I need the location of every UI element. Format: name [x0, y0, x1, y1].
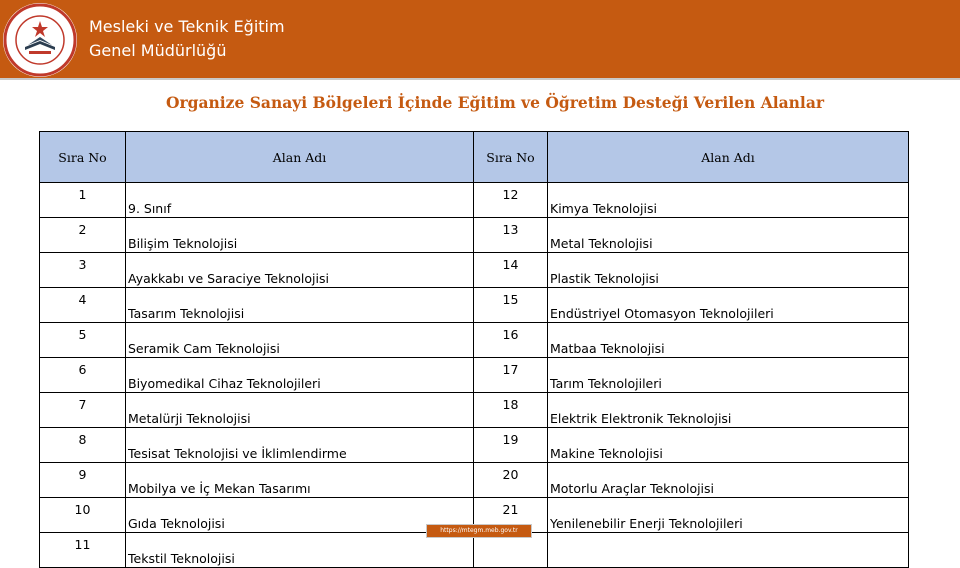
- row-no: 13: [474, 218, 548, 253]
- row-no: 15: [474, 288, 548, 323]
- row-no: 4: [40, 288, 126, 323]
- row-field-name: Mobilya ve İç Mekan Tasarımı: [126, 463, 474, 498]
- row-no: 17: [474, 358, 548, 393]
- row-field-name: Ayakkabı ve Saraciye Teknolojisi: [126, 253, 474, 288]
- table-row: [40, 358, 909, 393]
- row-no: 1: [40, 183, 126, 218]
- row-field-name: Seramik Cam Teknolojisi: [126, 323, 474, 358]
- row-field-name: Gıda Teknolojisi: [126, 498, 474, 533]
- row-no: 11: [40, 533, 126, 568]
- footer-url[interactable]: https://mtegm.meb.gov.tr: [426, 524, 532, 538]
- row-field-name: Matbaa Teknolojisi: [548, 323, 909, 358]
- table-row: [40, 218, 909, 253]
- row-field-name: Kimya Teknolojisi: [548, 183, 909, 218]
- row-field-name: Endüstriyel Otomasyon Teknolojileri: [548, 288, 909, 323]
- col-header-no-right: Sıra No: [474, 132, 548, 183]
- header-bar: [0, 0, 960, 80]
- row-field-name: Tekstil Teknolojisi: [126, 533, 474, 568]
- row-field-name: Motorlu Araçlar Teknolojisi: [548, 463, 909, 498]
- row-no: 20: [474, 463, 548, 498]
- org-name-line1: Mesleki ve Teknik Eğitim: [89, 17, 285, 36]
- row-no: 18: [474, 393, 548, 428]
- row-field-name: Biyomedikal Cihaz Teknolojileri: [126, 358, 474, 393]
- org-name-line2: Genel Müdürlüğü: [89, 41, 227, 60]
- table-row: [40, 463, 909, 498]
- row-no: 8: [40, 428, 126, 463]
- table-row: [40, 428, 909, 463]
- col-header-name-left: Alan Adı: [126, 132, 474, 183]
- row-field-name: Bilişim Teknolojisi: [126, 218, 474, 253]
- row-field-name-empty: [548, 533, 909, 568]
- table-row: [40, 253, 909, 288]
- row-no: 19: [474, 428, 548, 463]
- row-field-name: Metal Teknolojisi: [548, 218, 909, 253]
- row-no: 12: [474, 183, 548, 218]
- row-field-name: Metalürji Teknolojisi: [126, 393, 474, 428]
- row-no: 21: [474, 498, 548, 533]
- table-row: [40, 323, 909, 358]
- row-field-name: Tasarım Teknolojisi: [126, 288, 474, 323]
- table-header-row: [40, 132, 909, 183]
- meb-seal-icon: [3, 3, 77, 77]
- fields-table: [39, 131, 909, 568]
- row-no: 14: [474, 253, 548, 288]
- row-field-name: 9. Sınıf: [126, 183, 474, 218]
- table-row: [40, 288, 909, 323]
- row-field-name: Tarım Teknolojileri: [548, 358, 909, 393]
- row-no: 16: [474, 323, 548, 358]
- row-no: 7: [40, 393, 126, 428]
- col-header-no-left: Sıra No: [40, 132, 126, 183]
- row-field-name: Tesisat Teknolojisi ve İklimlendirme: [126, 428, 474, 463]
- row-field-name: Makine Teknolojisi: [548, 428, 909, 463]
- row-no: 3: [40, 253, 126, 288]
- row-no: 9: [40, 463, 126, 498]
- row-field-name: Yenilenebilir Enerji Teknolojileri: [548, 498, 909, 533]
- page-title: Organize Sanayi Bölgeleri İçinde Eğitim ve Öğretim Desteği Verilen Alanlar: [165, 93, 825, 112]
- row-field-name: Elektrik Elektronik Teknolojisi: [548, 393, 909, 428]
- row-no: 2: [40, 218, 126, 253]
- table-row: [40, 393, 909, 428]
- row-field-name: Plastik Teknolojisi: [548, 253, 909, 288]
- table-row: [40, 183, 909, 218]
- col-header-name-right: Alan Adı: [548, 132, 909, 183]
- row-no: 6: [40, 358, 126, 393]
- row-no: 5: [40, 323, 126, 358]
- row-no: 10: [40, 498, 126, 533]
